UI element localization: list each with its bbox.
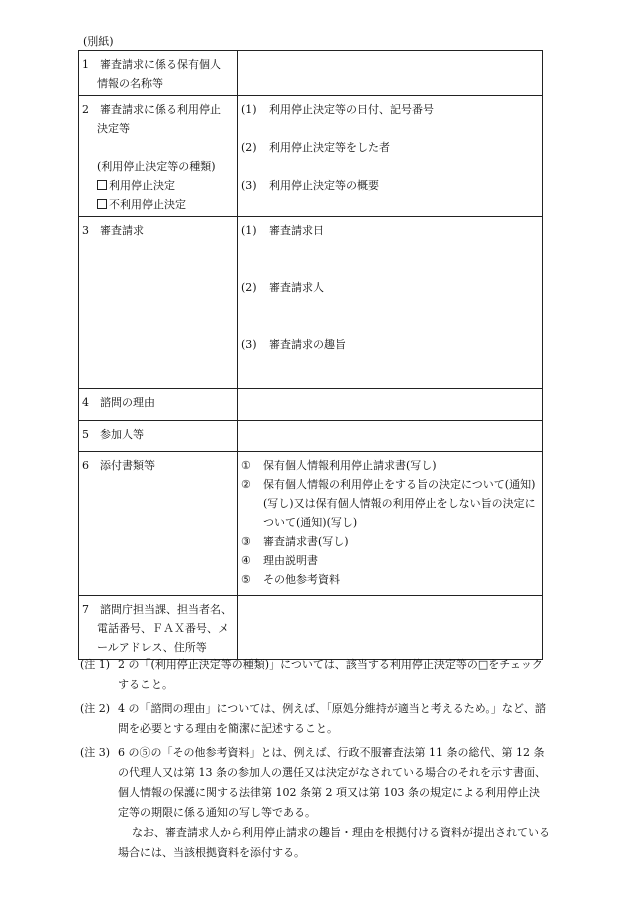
item-number: ③	[241, 535, 251, 548]
row-7-label-line-1: 7 諮問庁担当課、担当者名、	[82, 603, 232, 616]
row-5-label	[79, 421, 238, 452]
row-1-value	[238, 51, 543, 96]
row-4	[79, 389, 543, 421]
item-text: 保有個人情報の利用停止をする旨の決定について(通知)(写し)又は保有個人情報の利用停止をしない旨の決定について(通知)(写し)	[263, 478, 536, 529]
item-text: 利用停止決定等をした者	[269, 141, 390, 154]
row-6-label	[79, 452, 238, 596]
note-mark: (注 3)	[80, 746, 111, 759]
item-text: 利用停止決定等の日付、記号番号	[269, 103, 434, 116]
row-3-label	[79, 217, 238, 389]
row-7-label-line-3: ールアドレス、住所等	[97, 641, 207, 654]
checkbox-row-2[interactable]	[82, 195, 235, 214]
item-text: 利用停止決定等の概要	[269, 179, 379, 192]
note-2	[80, 699, 550, 739]
note-text: 6 の⑤の「その他参考資料」とは、例えば、行政不服審査法第 11 条の総代、第 12 条の代理人又は第 13 条の参加人の選任又は決定がなされている場合のそれを示す書面、個人情報の保護に関する法律第 102 条第 2 項又は第 103 条の規定による利用停止決定等の期限に係る通知の写し等である。	[118, 746, 546, 819]
checkbox-row-1[interactable]	[82, 176, 235, 195]
item-text: 審査請求日	[269, 224, 324, 237]
row-5-label-text: 5 参加人等	[82, 428, 144, 441]
row-6-value	[238, 452, 543, 596]
row-7-value	[238, 596, 543, 660]
attachment-caption: (別紙)	[83, 35, 114, 48]
row-3-item-3	[241, 335, 540, 354]
checkbox-label-2: 不利用停止決定	[109, 198, 186, 211]
note-3	[80, 743, 550, 863]
item-number: (3)	[241, 338, 257, 351]
row-7	[79, 596, 543, 660]
note-mark: (注 1)	[80, 658, 111, 671]
item-text: 審査請求人	[269, 281, 324, 294]
row-6-label-text: 6 添付書類等	[82, 459, 155, 472]
item-number: (2)	[241, 141, 257, 154]
review-request-form-table	[78, 50, 543, 660]
row-2-item-3	[241, 176, 540, 195]
row-5	[79, 421, 543, 452]
row-5-value	[238, 421, 543, 452]
row-2-label	[79, 96, 238, 217]
row-2	[79, 96, 543, 217]
row-7-label-line-2: 電話番号、ＦＡＸ番号、メ	[97, 622, 229, 635]
attachment-item-2	[241, 475, 540, 532]
decision-type-heading: (利用停止決定等の種類)	[97, 160, 216, 173]
item-number: ②	[241, 478, 251, 491]
row-2-item-2	[241, 138, 540, 157]
row-4-label-text: 4 諮問の理由	[82, 396, 155, 409]
checkbox-icon[interactable]	[97, 180, 107, 190]
item-number: ④	[241, 554, 251, 567]
item-text: 保有個人情報利用停止請求書(写し)	[263, 459, 437, 472]
item-text: 審査請求の趣旨	[269, 338, 346, 351]
row-1-label-line-1: 1 審査請求に係る保有個人	[82, 58, 221, 71]
row-6	[79, 452, 543, 596]
note-body	[118, 743, 550, 863]
note-text-2: なお、審査請求人から利用停止請求の趣旨・理由を根拠付ける資料が提出されている場合には、当該根拠資料を添付する。	[118, 826, 550, 859]
attachment-item-1	[241, 456, 540, 475]
row-3-label-text: 3 審査請求	[82, 224, 144, 237]
row-2-item-1	[241, 100, 540, 119]
row-1	[79, 51, 543, 96]
item-number: (1)	[241, 103, 257, 116]
row-3	[79, 217, 543, 389]
note-text: 4 の「諮問の理由」については、例えば、「原処分維持が適当と考えるため。」など、諮問を必要とする理由を簡潔に記述すること。	[118, 702, 546, 735]
notes-section	[80, 655, 550, 867]
item-number: (3)	[241, 179, 257, 192]
row-2-label-line-1: 2 審査請求に係る利用停止	[82, 103, 221, 116]
note-text: 2 の「(利用停止決定等の種類)」については、該当する利用停止決定等の□をチェックすること。	[118, 658, 543, 691]
row-4-label	[79, 389, 238, 421]
item-text: その他参考資料	[263, 573, 340, 586]
attachment-item-5	[241, 570, 540, 589]
checkbox-label-1: 利用停止決定	[109, 179, 175, 192]
row-1-label-line-2: 情報の名称等	[97, 77, 163, 90]
row-2-label-line-2: 決定等	[97, 122, 130, 135]
item-number: ⑤	[241, 573, 251, 586]
note-1	[80, 655, 550, 695]
attachment-item-4	[241, 551, 540, 570]
row-7-label	[79, 596, 238, 660]
row-4-value	[238, 389, 543, 421]
row-3-item-1	[241, 221, 540, 240]
item-text: 理由説明書	[263, 554, 318, 567]
row-2-value	[238, 96, 543, 217]
item-number: (2)	[241, 281, 257, 294]
attachment-item-3	[241, 532, 540, 551]
item-number: (1)	[241, 224, 257, 237]
row-3-value	[238, 217, 543, 389]
item-number: ①	[241, 459, 251, 472]
checkbox-icon[interactable]	[97, 199, 107, 209]
note-mark: (注 2)	[80, 702, 111, 715]
row-1-label	[79, 51, 238, 96]
item-text: 審査請求書(写し)	[263, 535, 349, 548]
row-3-item-2	[241, 278, 540, 297]
